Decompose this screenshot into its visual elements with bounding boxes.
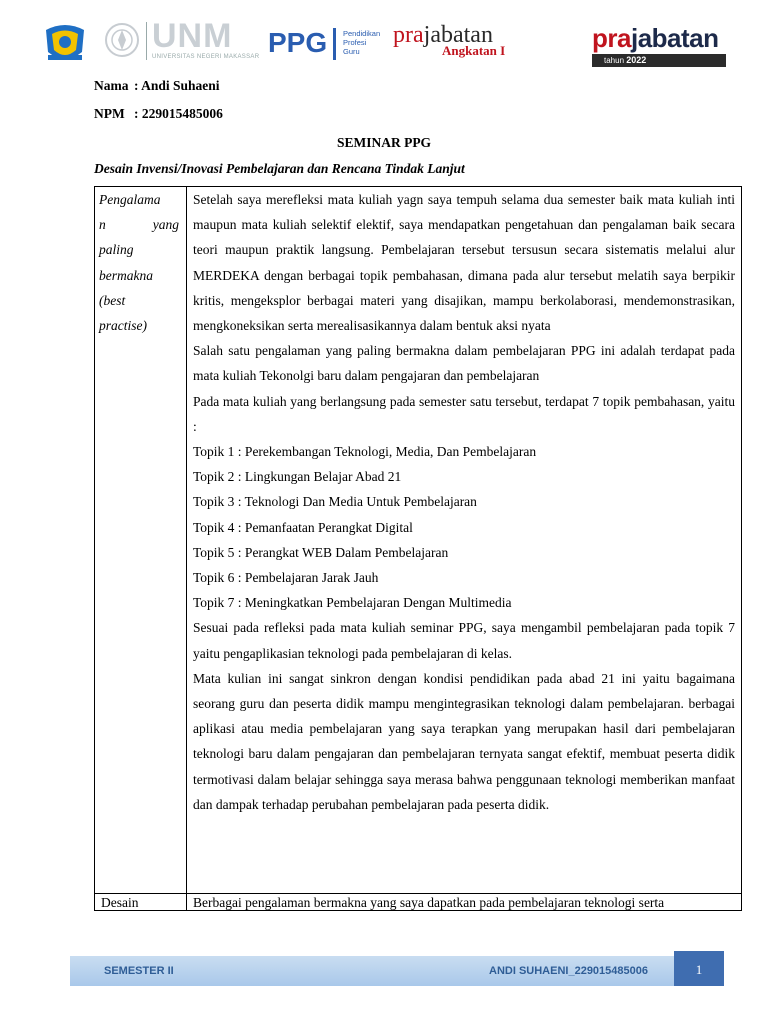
row1-content-cell — [193, 187, 735, 817]
footer-author: ANDI SUHAENI_229015485006 — [489, 965, 648, 977]
page-number: 1 — [674, 951, 724, 986]
angkatan-label: Angkatan I — [442, 43, 506, 58]
nama-value: : Andi Suhaeni — [134, 78, 220, 93]
tahun-label: tahun — [604, 56, 625, 65]
topic-item: Topik 2 : Lingkungan Belajar Abad 21 — [193, 469, 402, 485]
unm-divider — [146, 22, 147, 60]
reflection-table — [94, 186, 742, 911]
row2-content-cell: Berbagai pengalaman bermakna yang saya dapatkan pada pembelajaran teknologi serta — [193, 895, 665, 910]
tahun-value: 2022 — [626, 55, 647, 65]
npm-line — [94, 106, 223, 122]
prajabatan-part-b: jabatan — [423, 22, 493, 48]
ppg-subtitle — [343, 29, 380, 56]
row1-label-line: Pengalama — [99, 192, 161, 207]
ppg-sub-line: Profesi — [343, 38, 367, 47]
unm-seal-icon — [104, 20, 140, 60]
row1-label-word: yang — [152, 217, 179, 233]
content-paragraph: Salah satu pengalaman yang paling bermakna dalam pembelajaran PPG ini adalah terdapat pada mata kuliah Tekonolgi baru dalam pengajaran dan pembelajaran — [193, 343, 735, 384]
topic-item: Topik 1 : Perekembangan Teknologi, Media, Dan Pembelajaran — [193, 444, 537, 460]
nama-label: Nama — [94, 78, 129, 93]
table-column-divider — [186, 187, 187, 910]
ppg-sub-line: Guru — [343, 47, 360, 56]
row1-label-line: practise) — [99, 318, 147, 334]
row2-label-cell: Desain — [101, 895, 139, 910]
row1-label-line: (best — [99, 292, 126, 308]
row1-label-cell — [99, 187, 179, 338]
kemdikbud-logo-icon — [42, 22, 88, 64]
content-paragraph: Setelah saya merefleksi mata kuliah yagn saya tempuh selama dua semester baik mata kuliah inti maupun mata kuliah selektif elektif, saya mendapatkan pengetahuan dan pengalaman baik secara teori maupun praktik langsung. Pembelajaran tersebut tersusun secara sistematis melalui alur MERDEKA dengan berbagai topik pembahasan, dimana pada alur tersebut melatih saya berpikir kritis, mengeksplor berbagai materi yang disajikan, mampu berkolaborasi, mendemonstrasikan, mengkoneksikan serta merealisasikannya dalam bentuk aksi nyata — [193, 192, 735, 334]
content-paragraph: Sesuai pada refleksi pada mata kuliah seminar PPG, saya mengambil pembelajaran pada topik 7 yaitu pengaplikasian teknologi pada pembelajaran di kelas. — [193, 620, 735, 661]
content-paragraph: Mata kulian ini sangat sinkron dengan kondisi pendidikan pada abad 21 ini yaitu bagaimana seorang guru dan peserta didik mampu mengintegrasikan teknologi dalam pembelajaran. berbagai aplikasi atau media pembelajaran yang saya terapkan yang merupakan hasil dari pembelajaran teknologi baru dalam pengajaran dan pembelajaran ternyata sangat efektif, membuat peserta didik termotivasi dalam belajar sehingga saya merasa bahwa penggunaan teknologi memberikan manfaat dan dampak terhadap perubahan pembelajaran pada peserta didik. — [193, 670, 735, 812]
row1-label-line — [99, 212, 179, 237]
topic-item: Topik 4 : Pemanfaatan Perangkat Digital — [193, 519, 413, 535]
npm-value: : 229015485006 — [134, 106, 223, 121]
tahun-bar — [592, 54, 726, 67]
page-footer — [70, 956, 674, 986]
page-header — [0, 0, 768, 72]
npm-label: NPM — [94, 106, 125, 121]
page-title: SEMINAR PPG — [336, 135, 432, 150]
nama-line — [94, 78, 220, 94]
ppg-sub-line: Pendidikan — [343, 29, 381, 38]
prajabatan-2022-part-b: jabatan — [630, 23, 719, 53]
page-subtitle: Desain Invensi/Inovasi Pembelajaran dan Rencana Tindak Lanjut — [94, 161, 465, 176]
row1-label-word: n — [99, 217, 106, 233]
topic-item: Topik 7 : Meningkatkan Pembelajaran Dengan Multimedia — [193, 595, 512, 611]
prajabatan-part-a: pra — [393, 22, 424, 48]
row1-label-line: bermakna — [99, 267, 153, 283]
topic-item: Topik 5 : Perangkat WEB Dalam Pembelajaran — [193, 544, 449, 560]
content-paragraph: Pada mata kuliah yang berlangsung pada semester satu tersebut, terdapat 7 topik pembahasan, yaitu : — [193, 393, 735, 434]
footer-semester: SEMESTER II — [104, 965, 174, 977]
prajabatan-2022-part-a: pra — [592, 23, 631, 53]
topic-item: Topik 3 : Teknologi Dan Media Untuk Pembelajaran — [193, 494, 477, 510]
row1-label-line: paling — [99, 242, 134, 258]
prajabatan-2022-logo — [592, 24, 719, 52]
topic-item: Topik 6 : Pembelajaran Jarak Jauh — [193, 570, 379, 586]
ppg-divider — [333, 28, 336, 60]
unm-wordmark: UNM — [152, 17, 233, 55]
ppg-logo: PPG — [268, 27, 328, 58]
unm-subtitle: UNIVERSITAS NEGERI MAKASSAR — [152, 54, 260, 60]
